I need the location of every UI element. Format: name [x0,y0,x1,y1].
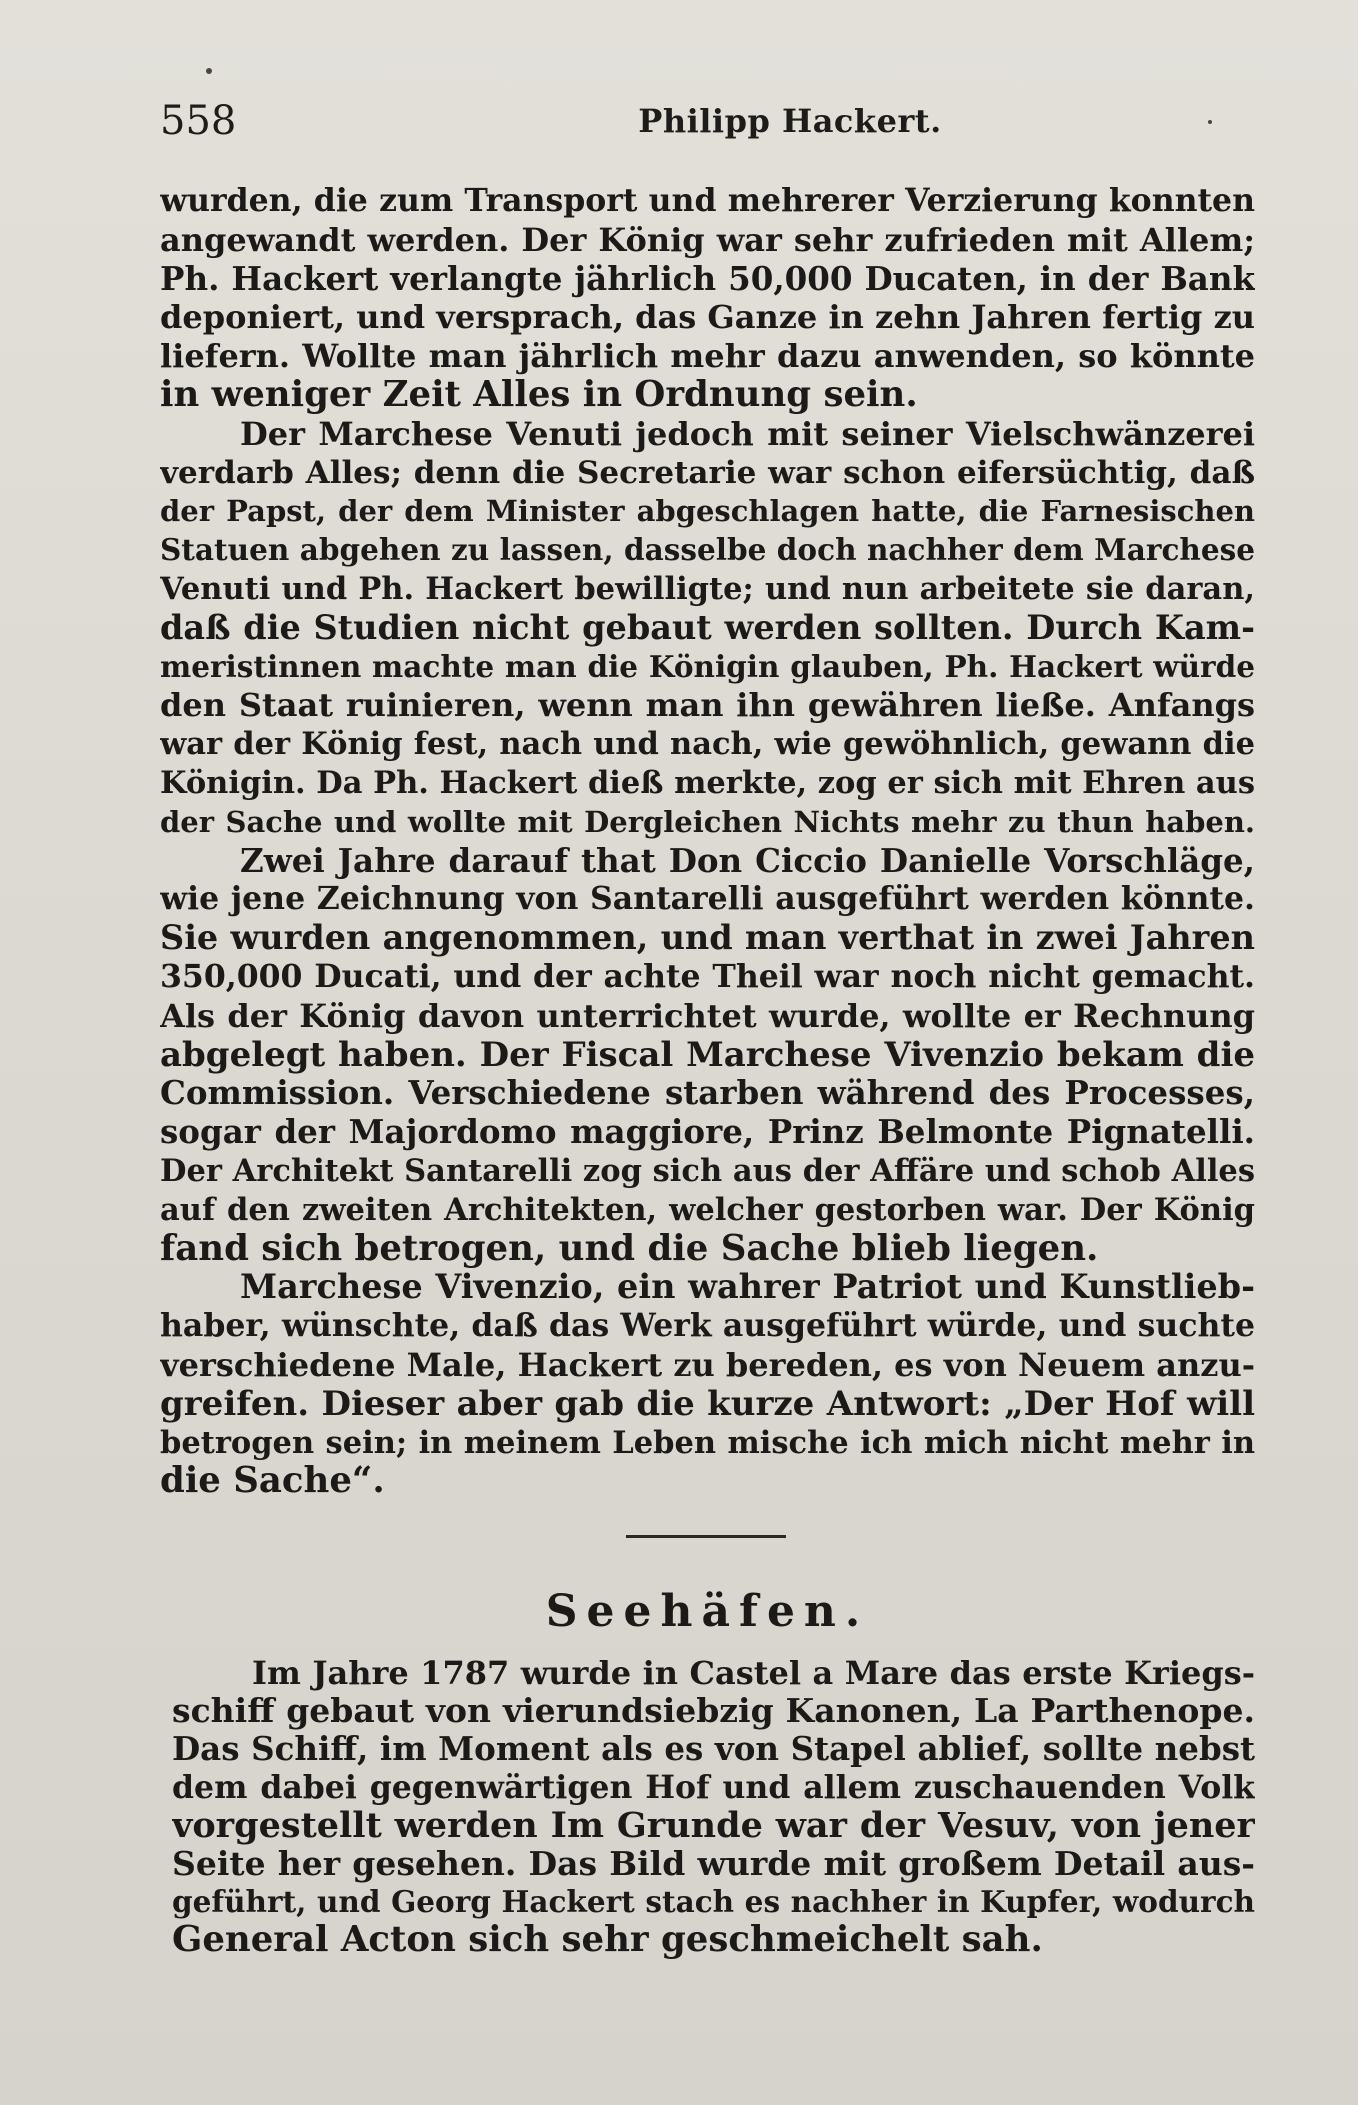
text-line: der Papst, der dem Minister abgeschlagen hatte, die Farnesischen [160,494,1255,529]
text-line: 350,000 Ducati, und der achte Theil war noch nicht gemacht. [160,957,1255,995]
text-line: Zwei Jahre darauf that Don Ciccio Danielle Vorschläge, [240,841,1255,880]
text-line: schiff gebaut von vierundsiebzig Kanonen, La Parthenope. [172,1692,1255,1731]
text-line: Das Schiff, im Moment als es von Stapel ablief, sollte nebst [172,1730,1255,1769]
body-text [160,182,1255,1501]
text-line: sogar der Majordomo maggiore, Prinz Belmonte Pignatelli. [160,1113,1255,1152]
text-line: wie jene Zeichnung von Santarelli ausgeführt werden könnte. [160,880,1255,918]
page-number: 558 [160,98,237,144]
text-line: haber, wünschte, daß das Werk ausgeführt würde, und suchte [160,1307,1255,1345]
text-line: Sie wurden angenommen, und man verthat in zwei Jahren [160,919,1255,958]
text-line: dem dabei gegenwärtigen Hof und allem zuschauenden Volk [172,1768,1255,1806]
paper-speck [206,68,212,74]
text-line: Königin. Da Ph. Hackert dieß merkte, zog er sich mit Ehren aus [160,764,1255,801]
text-line: die Sache“. [160,1462,385,1502]
text-line: Der Marchese Venuti jedoch mit seiner Vielschwänzerei [240,414,1255,453]
text-line: greifen. Dieser aber gab die kurze Antwort: „Der Hof will [160,1384,1255,1424]
text-line: in weniger Zeit Alles in Ordnung sein. [160,375,918,415]
section-text [172,1654,1255,1960]
text-line: der Sache und wollte mit Dergleichen Nichts mehr zu thun haben. [160,804,1255,839]
section-title: Seehäfen. [545,1586,870,1637]
text-line: auf den zweiten Architekten, welcher gestorben war. Der König [160,1191,1255,1228]
text-line: Venuti und Ph. Hackert bewilligte; und nun arbeitete sie daran, [160,570,1255,607]
text-line: fand sich betrogen, und die Sache blieb liegen. [160,1229,1099,1269]
page-header [160,98,1250,148]
text-line: verdarb Alles; denn die Secretarie war schon eifersüchtig, daß [160,454,1255,491]
text-line: Der Architekt Santarelli zog sich aus der Affäre und schob Alles [160,1152,1255,1189]
text-line: Commission. Verschiedene starben während des Processes, [160,1074,1255,1113]
text-line: daß die Studien nicht gebaut werden sollten. Durch Kam- [160,608,1255,647]
text-line: Ph. Hackert verlangte jährlich 50,000 Ducaten, in der Bank [160,259,1255,298]
text-line: war der König fest, nach und nach, wie gewöhnlich, gewann die [160,726,1255,763]
text-line: geführt, und Georg Hackert stach es nachher in Kupfer, wodurch [172,1884,1255,1920]
running-head: Philipp Hackert. [638,102,942,140]
text-line: Statuen abgehen zu lassen, dasselbe doch nachher dem Marchese [160,532,1255,568]
text-line: deponiert, und versprach, das Ganze in zehn Jahren fertig zu [160,298,1255,337]
section-divider [626,1535,786,1538]
text-line: wurden, die zum Transport und mehrerer Verzierung konnten [160,182,1255,219]
text-line: vorgestellt werden Im Grunde war der Vesuv, von jener [172,1806,1255,1845]
text-line: abgelegt haben. Der Fiscal Marchese Vivenzio bekam die [160,1035,1255,1075]
text-line: General Acton sich sehr geschmeichelt sah. [172,1921,1043,1960]
text-line: betrogen sein; in meinem Leben mische ich mich nicht mehr in [160,1424,1255,1461]
text-line: Marchese Vivenzio, ein wahrer Patriot und Kunstlieb- [240,1268,1255,1307]
text-line: Als der König davon unterrichtet wurde, wollte er Rechnung [160,996,1255,1035]
text-line: Seite her gesehen. Das Bild wurde mit großem Detail aus- [172,1844,1255,1883]
text-line: verschiedene Male, Hackert zu bereden, es von Neuem anzu- [160,1345,1255,1384]
text-line: Im Jahre 1787 wurde in Castel a Mare das erste Kriegs- [252,1654,1255,1692]
text-line: den Staat ruinieren, wenn man ihn gewähren ließe. Anfangs [160,686,1255,725]
text-line: angewandt werden. Der König war sehr zufrieden mit Allem; [160,220,1255,259]
text-line: meristinnen machte man die Königin glauben, Ph. Hackert würde [160,648,1255,684]
text-line: liefern. Wollte man jährlich mehr dazu anwenden, so könnte [160,337,1255,376]
